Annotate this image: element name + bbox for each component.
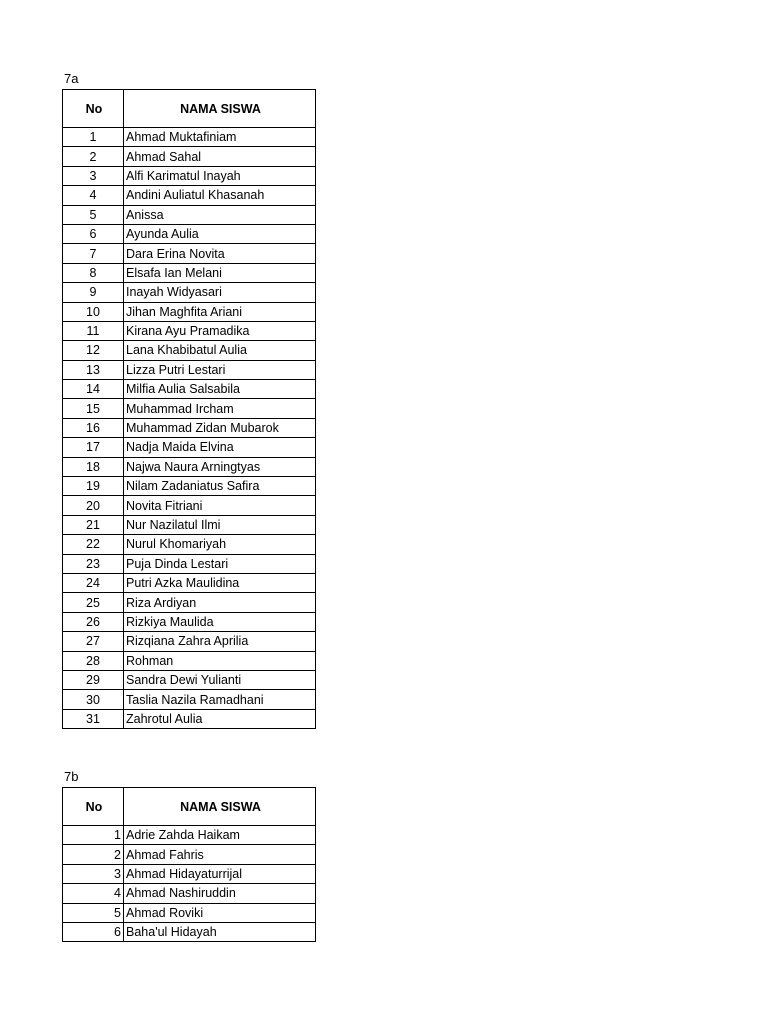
table-row <box>63 496 316 515</box>
table-row <box>63 593 316 612</box>
table-row <box>63 573 316 592</box>
student-name: Rizkiya Maulida <box>124 612 316 631</box>
row-number: 1 <box>63 826 124 845</box>
column-header-no: No <box>63 90 124 128</box>
row-number: 4 <box>63 186 124 205</box>
table-row <box>63 321 316 340</box>
row-number: 31 <box>63 709 124 728</box>
row-number: 24 <box>63 573 124 592</box>
student-name: Andini Auliatul Khasanah <box>124 186 316 205</box>
row-number: 11 <box>63 321 124 340</box>
row-number: 6 <box>63 224 124 243</box>
row-number: 23 <box>63 554 124 573</box>
table-row <box>63 438 316 457</box>
student-name: Ahmad Nashiruddin <box>124 884 316 903</box>
column-header-no: No <box>63 788 124 826</box>
student-name: Elsafa Ian Melani <box>124 263 316 282</box>
table-row <box>63 826 316 845</box>
table-header-row <box>63 788 316 826</box>
table-row <box>63 903 316 922</box>
row-number: 12 <box>63 341 124 360</box>
row-number: 2 <box>63 147 124 166</box>
row-number: 2 <box>63 845 124 864</box>
student-name: Adrie Zahda Haikam <box>124 826 316 845</box>
student-name: Zahrotul Aulia <box>124 709 316 728</box>
student-name: Nurul Khomariyah <box>124 535 316 554</box>
table-row <box>63 670 316 689</box>
table-row <box>63 884 316 903</box>
table-header-row <box>63 90 316 128</box>
section-label-7a: 7a <box>64 71 79 86</box>
table-row <box>63 399 316 418</box>
row-number: 25 <box>63 593 124 612</box>
student-name: Jihan Maghfita Ariani <box>124 302 316 321</box>
table-row <box>63 845 316 864</box>
row-number: 5 <box>63 205 124 224</box>
student-name: Rohman <box>124 651 316 670</box>
student-name: Nilam Zadaniatus Safira <box>124 477 316 496</box>
table-row <box>63 380 316 399</box>
student-table-7a <box>62 89 316 729</box>
student-name: Puja Dinda Lestari <box>124 554 316 573</box>
student-name: Taslia Nazila Ramadhani <box>124 690 316 709</box>
row-number: 4 <box>63 884 124 903</box>
student-name: Baha'ul Hidayah <box>124 922 316 941</box>
row-number: 21 <box>63 515 124 534</box>
row-number: 14 <box>63 380 124 399</box>
student-name: Dara Erina Novita <box>124 244 316 263</box>
row-number: 9 <box>63 283 124 302</box>
student-name: Ahmad Roviki <box>124 903 316 922</box>
row-number: 13 <box>63 360 124 379</box>
student-name: Putri Azka Maulidina <box>124 573 316 592</box>
student-name: Anissa <box>124 205 316 224</box>
row-number: 20 <box>63 496 124 515</box>
table-row <box>63 535 316 554</box>
table-row <box>63 360 316 379</box>
row-number: 19 <box>63 477 124 496</box>
table-row <box>63 263 316 282</box>
student-name: Alfi Karimatul Inayah <box>124 166 316 185</box>
column-header-name: NAMA SISWA <box>124 90 316 128</box>
row-number: 3 <box>63 864 124 883</box>
student-name: Ahmad Fahris <box>124 845 316 864</box>
student-name: Nadja Maida Elvina <box>124 438 316 457</box>
table-row <box>63 864 316 883</box>
table-row <box>63 651 316 670</box>
row-number: 27 <box>63 632 124 651</box>
table-row <box>63 186 316 205</box>
student-name: Kirana Ayu Pramadika <box>124 321 316 340</box>
row-number: 8 <box>63 263 124 282</box>
table-row <box>63 224 316 243</box>
student-name: Ahmad Hidayaturrijal <box>124 864 316 883</box>
row-number: 17 <box>63 438 124 457</box>
table-row <box>63 166 316 185</box>
student-name: Muhammad Zidan Mubarok <box>124 418 316 437</box>
row-number: 1 <box>63 128 124 147</box>
student-name: Milfia Aulia Salsabila <box>124 380 316 399</box>
student-name: Muhammad Ircham <box>124 399 316 418</box>
table-row <box>63 147 316 166</box>
student-name: Sandra Dewi Yulianti <box>124 670 316 689</box>
student-name: Nur Nazilatul Ilmi <box>124 515 316 534</box>
row-number: 26 <box>63 612 124 631</box>
column-header-name: NAMA SISWA <box>124 788 316 826</box>
table-row <box>63 690 316 709</box>
row-number: 16 <box>63 418 124 437</box>
table-row <box>63 612 316 631</box>
student-name: Ayunda Aulia <box>124 224 316 243</box>
table-row <box>63 632 316 651</box>
row-number: 5 <box>63 903 124 922</box>
table-row <box>63 302 316 321</box>
student-name: Riza Ardiyan <box>124 593 316 612</box>
row-number: 15 <box>63 399 124 418</box>
table-row <box>63 418 316 437</box>
table-row <box>63 922 316 941</box>
table-row <box>63 554 316 573</box>
row-number: 7 <box>63 244 124 263</box>
table-row <box>63 341 316 360</box>
table-row <box>63 283 316 302</box>
student-name: Ahmad Muktafiniam <box>124 128 316 147</box>
student-table-7b <box>62 787 316 942</box>
student-name: Lizza Putri Lestari <box>124 360 316 379</box>
student-name: Lana Khabibatul Aulia <box>124 341 316 360</box>
student-name: Novita Fitriani <box>124 496 316 515</box>
section-label-7b: 7b <box>64 769 79 784</box>
table-row <box>63 515 316 534</box>
row-number: 22 <box>63 535 124 554</box>
student-name: Inayah Widyasari <box>124 283 316 302</box>
row-number: 3 <box>63 166 124 185</box>
student-name: Ahmad Sahal <box>124 147 316 166</box>
row-number: 30 <box>63 690 124 709</box>
row-number: 6 <box>63 922 124 941</box>
student-name: Rizqiana Zahra Aprilia <box>124 632 316 651</box>
table-row <box>63 205 316 224</box>
table-row <box>63 128 316 147</box>
table-row <box>63 457 316 476</box>
row-number: 29 <box>63 670 124 689</box>
table-row <box>63 244 316 263</box>
row-number: 18 <box>63 457 124 476</box>
row-number: 28 <box>63 651 124 670</box>
table-row <box>63 709 316 728</box>
row-number: 10 <box>63 302 124 321</box>
table-row <box>63 477 316 496</box>
student-name: Najwa Naura Arningtyas <box>124 457 316 476</box>
